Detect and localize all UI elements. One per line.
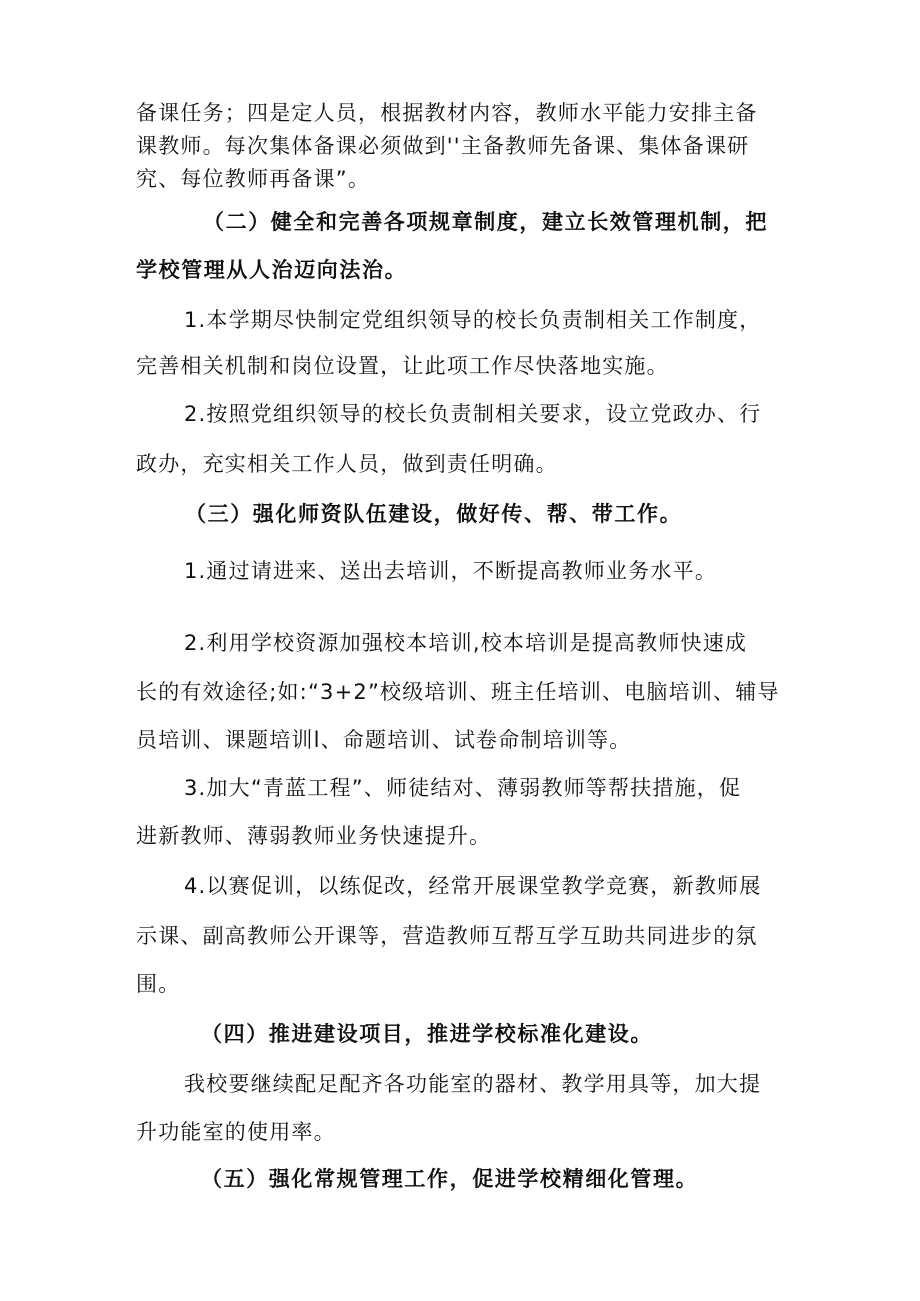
paragraph-line: 3.加大“青蓝工程”、师徒结对、薄弱教师等帮扶措施，促	[184, 776, 742, 800]
section-heading: （四）推进建设项目，推进学校标准化建设。	[201, 1022, 653, 1046]
paragraph-line: 进新教师、薄弱教师业务快速提升。	[136, 824, 492, 848]
paragraph-line: 2.利用学校资源加强校本培训,校本培训是提高教师快速成	[184, 631, 748, 655]
section-heading: （三）强化师资队伍建设，做好传、帮、带工作。	[185, 502, 683, 526]
paragraph-line: 长的有效途径;如:“3+2”校级培训、班主任培训、电脑培训、辅导	[136, 680, 780, 704]
section-heading: 学校管理从人治迈向法治。	[136, 258, 408, 282]
paragraph-line: 完善相关机制和岗位设置，让此项工作尽快落地实施。	[136, 354, 669, 378]
paragraph-line: 备课任务；四是定人员，根据教材内容，教师水平能力安排主备	[136, 101, 758, 125]
paragraph-line: 1.本学期尽快制定党组织领导的校长负责制相关工作制度，	[184, 308, 762, 332]
paragraph-line: 政办，充实相关工作人员，做到责任明确。	[136, 452, 558, 476]
paragraph-line: 我校要继续配足配齐各功能室的器材、教学用具等，加大提	[184, 1072, 762, 1096]
paragraph-line: 1.通过请进来、送出去培训，不断提高教师业务水平。	[184, 559, 718, 583]
paragraph-line: 员培训、课题培训l、命题培训、试卷命制培训等。	[136, 728, 632, 752]
paragraph-line: 究、每位教师再备课”。	[136, 167, 371, 191]
paragraph-line: 课教师。每次集体备课必须做到''主备教师先备课、集体备课研	[136, 134, 750, 158]
section-heading: （二）健全和完善各项规章制度，建立长效管理机制，把	[203, 210, 768, 234]
paragraph-line: 示课、副高教师公开课等，营造教师互帮互学互助共同进步的氛	[136, 924, 758, 948]
paragraph-line: 4.以赛促训，以练促改，经常开展课堂教学竞赛，新教师展	[184, 874, 762, 898]
paragraph-line: 2.按照党组织领导的校长负责制相关要求，设立党政办、行	[184, 402, 762, 426]
paragraph-line: 围。	[136, 972, 181, 996]
paragraph-line: 升功能室的使用率。	[136, 1120, 336, 1144]
section-heading: （五）强化常规管理工作，促进学校精细化管理。	[201, 1167, 699, 1191]
